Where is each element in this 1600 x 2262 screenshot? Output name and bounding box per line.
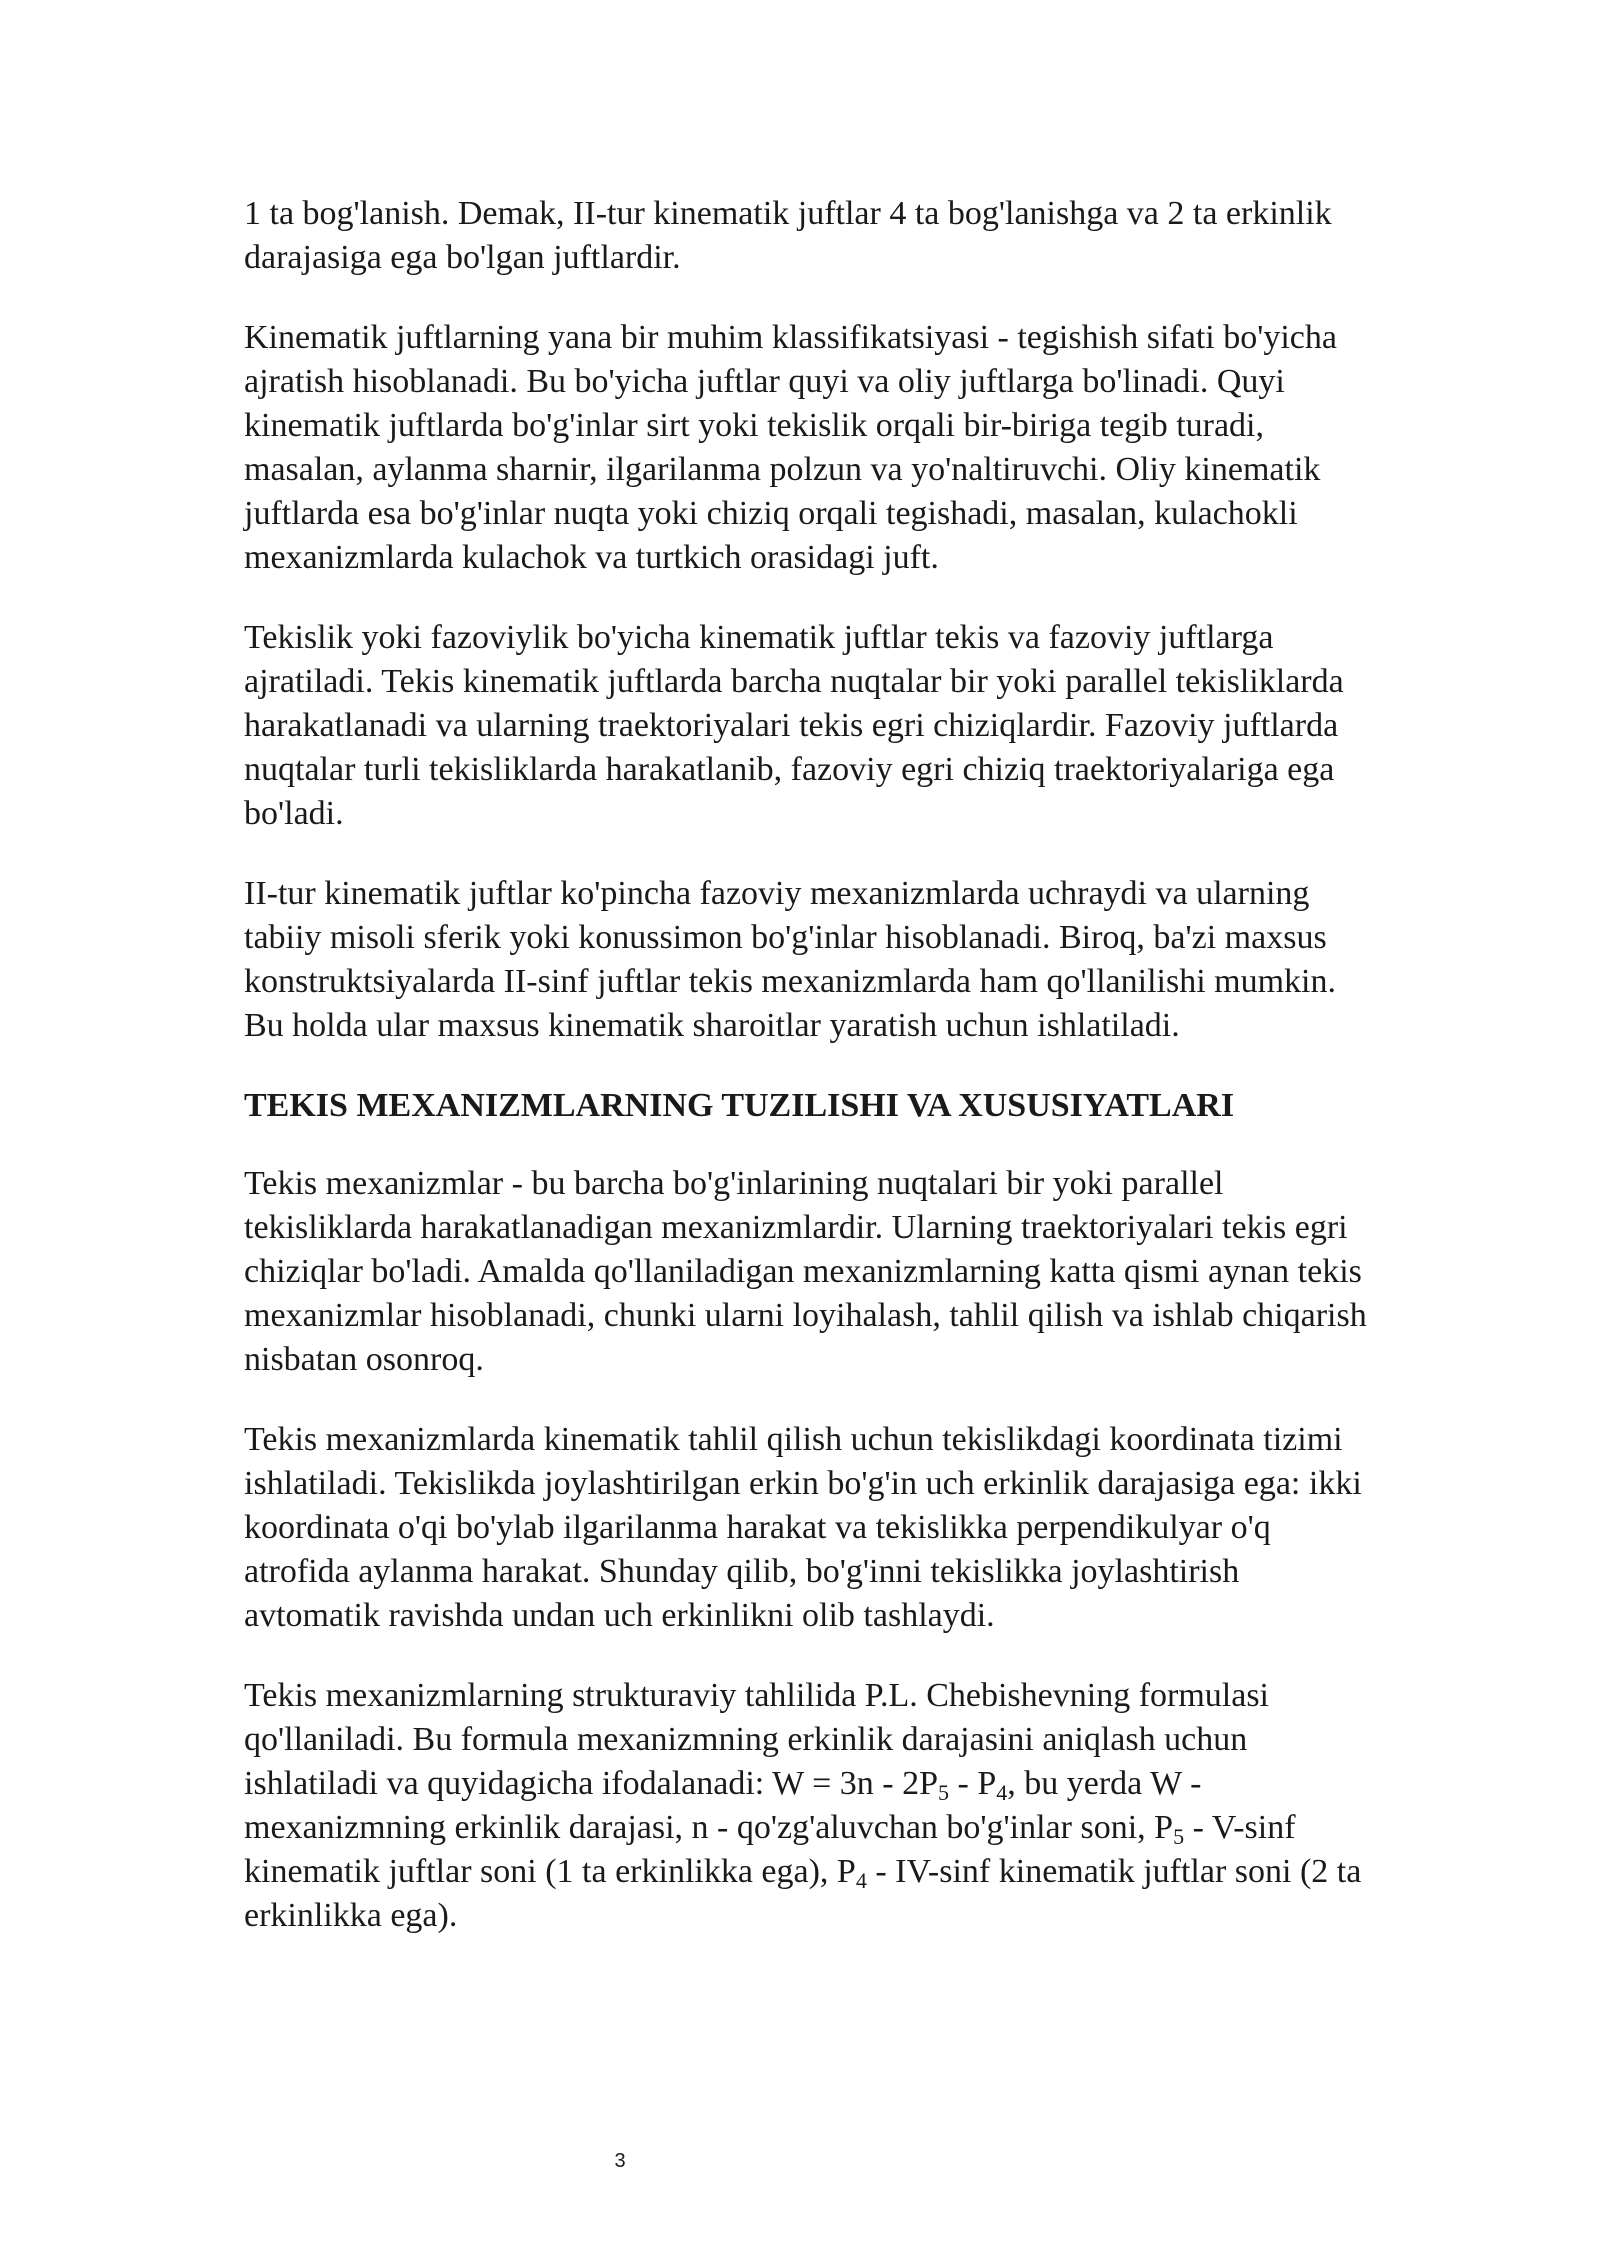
page-number: 3 (614, 2150, 626, 2172)
subscript-5: 5 (938, 1780, 949, 1805)
paragraph-5: Tekis mexanizmlar - bu barcha bo'g'inlarining nuqtalari bir yoki parallel tekisliklarda harakatlanadigan mexanizmlardir. Ularning traektoriyalari tekis egri chiziqlar bo'ladi. Amalda qo'llaniladigan mexanizmlarning katta qismi aynan tekis mexanizmlar hisoblanadi, chunki ularni loyihalash, tahlil qilish va ishlab chiqarish nisbatan osonroq. (244, 1165, 1367, 1378)
formula-text-3: , bu yerda W - mexanizmning erkinlik darajasi, n - qo'zg'aluvchan bo'g'inlar soni, P (244, 1765, 1202, 1846)
page-content (244, 192, 1374, 1974)
paragraph-1: 1 ta bog'lanish. Demak, II-tur kinematik juftlar 4 ta bog'lanishga va 2 ta erkinlik darajasiga ega bo'lgan juftlardir. (244, 195, 1332, 276)
paragraph-2: Kinematik juftlarning yana bir muhim klassifikatsiyasi - tegishish sifati bo'yicha ajratish hisoblanadi. Bu bo'yicha juftlar quyi va oliy juftlarga bo'linadi. Quyi kinematik juftlarda bo'g'inlar sirt yoki tekislik orqali bir-biriga tegib turadi, masalan, aylanma sharnir, ilgarilanma polzun va yo'naltiruvchi. Oliy kinematik juftlarda esa bo'g'inlar nuqta yoki chiziq orqali tegishadi, masalan, kulachokli mexanizmlarda kulachok va turtkich orasidagi juft. (244, 319, 1337, 576)
section-heading: TEKIS MEXANIZMLARNING TUZILISHI VA XUSUSIYATLARI (244, 1087, 1235, 1124)
formula-text-2: - P (949, 1765, 997, 1802)
formula-text-5: - IV-sinf kinematik juftlar soni (2 ta erkinlikka ega). (244, 1853, 1362, 1934)
subscript-5-second: 5 (1173, 1824, 1185, 1849)
subscript-4: 4 (996, 1780, 1008, 1805)
formula-text-4: - V-sinf kinematik juftlar soni (1 ta erkinlikka ega), P (244, 1809, 1296, 1890)
paragraph-6: Tekis mexanizmlarda kinematik tahlil qilish uchun tekislikdagi koordinata tizimi ishlatiladi. Tekislikda joylashtirilgan erkin bo'g'in uch erkinlik darajasiga ega: ikki koordinata o'qi bo'ylab ilgarilanma harakat va tekislikka perpendikulyar o'q atrofida aylanma harakat. Shunday qilib, bo'g'inni tekislikka joylashtirish avtomatik ravishda undan uch erkinlikni olib tashlaydi. (244, 1421, 1362, 1634)
paragraph-4: II-tur kinematik juftlar ko'pincha fazoviy mexanizmlarda uchraydi va ularning tabiiy misoli sferik yoki konussimon bo'g'inlar hisoblanadi. Biroq, ba'zi maxsus konstruktsiyalarda II-sinf juftlar tekis mexanizmlarda ham qo'llanilishi mumkin. Bu holda ular maxsus kinematik sharoitlar yaratish uchun ishlatiladi. (244, 875, 1336, 1044)
formula-text-1: Tekis mexanizmlarning strukturaviy tahlilida P.L. Chebishevning formulasi qo'llaniladi. Bu formula mexanizmning erkinlik darajasini aniqlash uchun ishlatiladi va quyidagicha ifodalanadi: W = 3n - 2P (244, 1677, 1269, 1802)
subscript-4-second: 4 (855, 1868, 867, 1893)
formula-paragraph (244, 1674, 1374, 1938)
paragraph-3: Tekislik yoki fazoviylik bo'yicha kinematik juftlar tekis va fazoviy juftlarga ajratiladi. Tekis kinematik juftlarda barcha nuqtalar bir yoki parallel tekisliklarda harakatlanadi va ularning traektoriyalari tekis egri chiziqlardir. Fazoviy juftlarda nuqtalar turli tekisliklarda harakatlanib, fazoviy egri chiziq traektoriyalariga ega bo'ladi. (244, 619, 1344, 832)
